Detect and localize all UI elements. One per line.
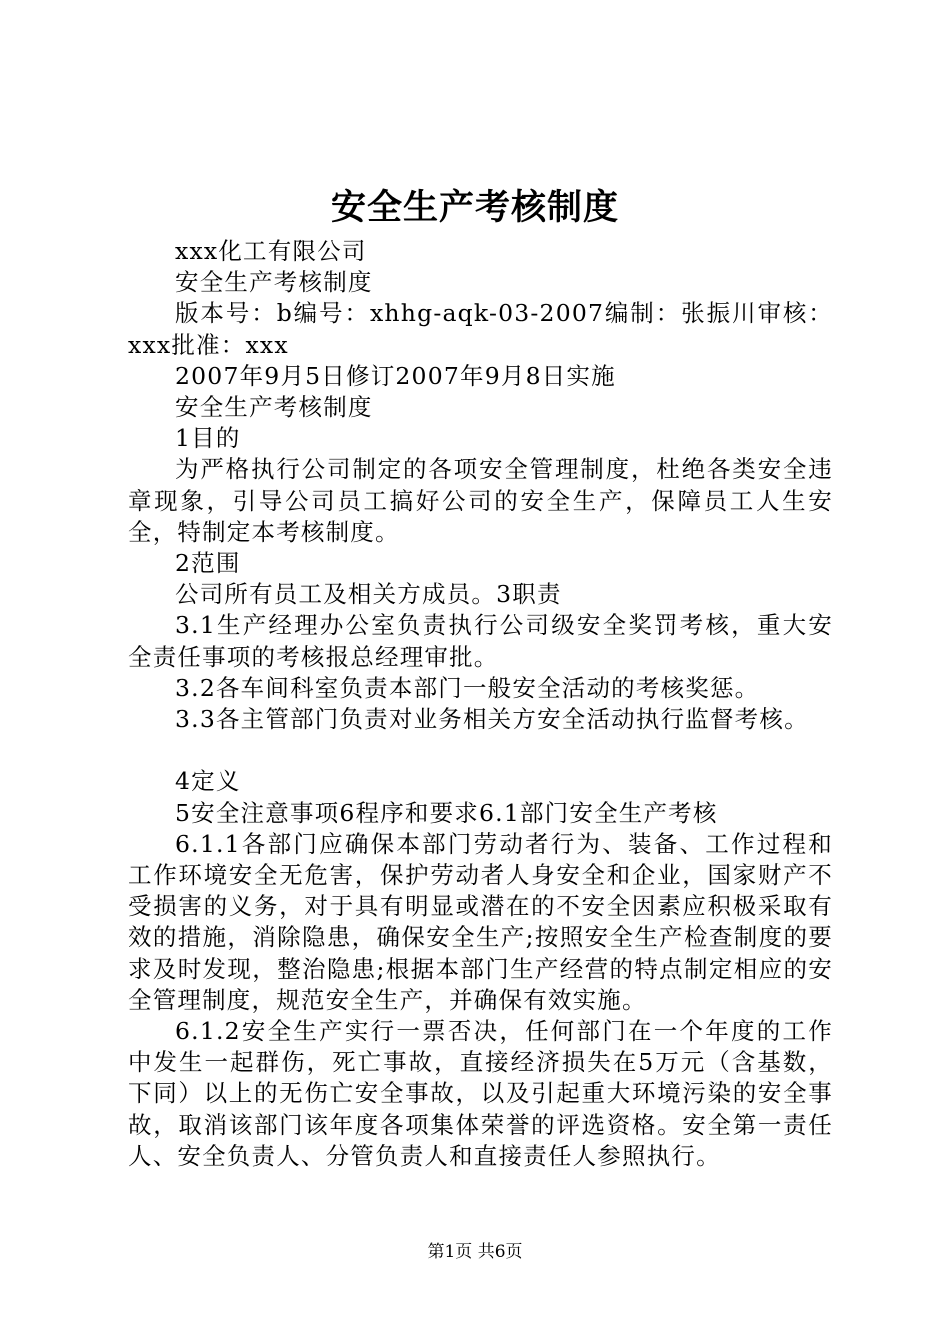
page-footer: 第1页 共6页 [427,1242,523,1262]
clause-6-1-2: 6.1.2安全生产实行一票否决，任何部门在一个年度的工作中发生一起群伤，死亡事故，直接经济损失在5万元（含基数，下同）以上的无伤亡安全事故，以及引起重大环境污染的安全事故，取消该部门该年度各项集体荣誉的评选资格。安全第一责任人、安全负责人、分管负责人和直接责任人参照执行。 [128,1017,833,1170]
document-title: 安全生产考核制度 [330,187,619,228]
scope-paragraph: 公司所有员工及相关方成员。3职责 [175,580,562,609]
duty-3-2: 3.2各车间科室负责本部门一般安全活动的考核奖惩。 [175,673,760,702]
revision-date: 2007年9月5日修订2007年9月8日实施 [175,361,616,390]
document-body [128,236,833,1172]
section-definition-heading: 4定义 [175,767,241,796]
blank-line [128,735,833,766]
section-purpose-heading: 1目的 [175,424,241,453]
duty-3-3: 3.3各主管部门负责对业务相关方安全活动执行监督考核。 [175,705,809,734]
purpose-paragraph: 为严格执行公司制定的各项安全管理制度，杜绝各类安全违章现象，引导公司员工搞好公司的安全生产，保障员工人生安全，特制定本考核制度。 [128,455,833,546]
company-name: xxx化工有限公司 [175,237,367,265]
clause-6-1-1: 6.1.1各部门应确保本部门劳动者行为、装备、工作过程和工作环境安全无危害，保护劳动者人身安全和企业，国家财产不受损害的义务，对于具有明显或潜在的不安全因素应积极采取有效的措施，消除隐患，确保安全生产;按照安全生产检查制度的要求及时发现，整治隐患;根据本部门生产经营的特点制定相应的安全管理制度，规范安全生产，并确保有效实施。 [128,829,833,1014]
section-heading: 安全生产考核制度 [175,393,373,422]
section-procedure-heading: 5安全注意事项6程序和要求6.1部门安全生产考核 [175,798,718,827]
section-scope-heading: 2范围 [175,549,241,578]
version-info: 版本号：b编号：xhhg-aqk-03-2007编制：张振川审核：xxx批准：xxx [128,299,833,359]
subtitle: 安全生产考核制度 [175,268,373,297]
duty-3-1: 3.1生产经理办公室负责执行公司级安全奖罚考核，重大安全责任事项的考核报总经理审批。 [128,611,833,671]
